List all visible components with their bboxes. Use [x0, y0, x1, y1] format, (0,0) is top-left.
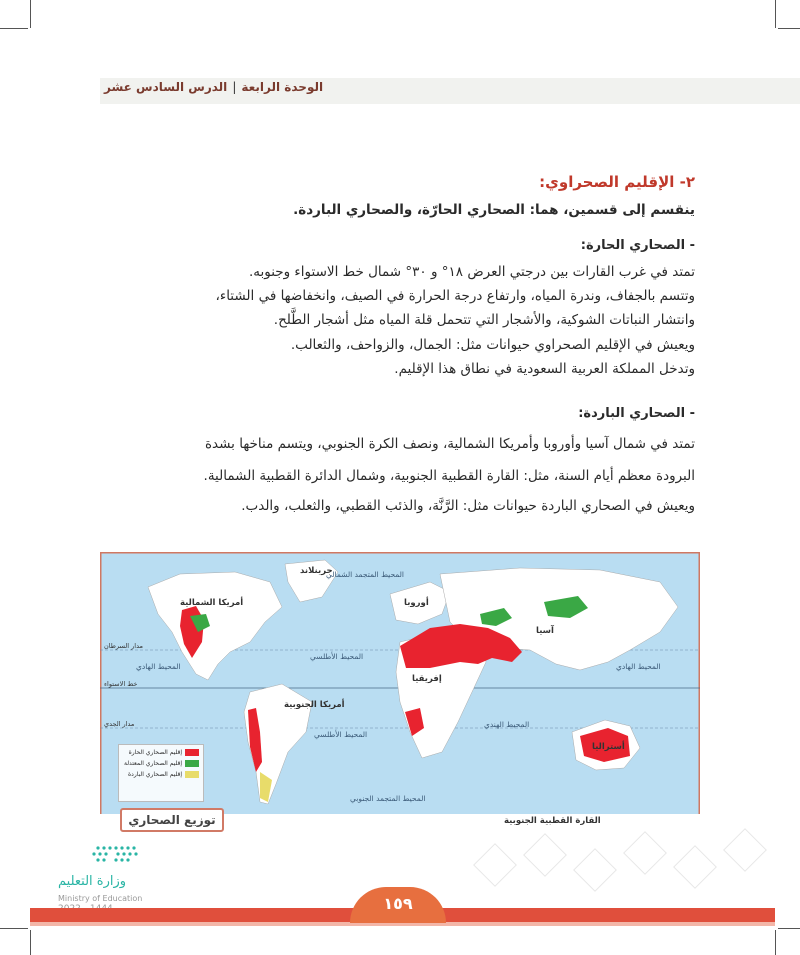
- label-africa: إفريقيا: [412, 674, 442, 684]
- running-header: [104, 80, 323, 94]
- ministry-logo: [58, 842, 168, 912]
- label-europe: أوروبا: [404, 598, 429, 608]
- decorative-pattern: [470, 820, 800, 908]
- header-unit: الوحدة الرابعة: [241, 80, 324, 94]
- crop-mark: [778, 28, 800, 29]
- label-pacific-east: المحيط الهادي: [616, 662, 661, 671]
- label-indian-ocean: المحيط الهندي: [484, 720, 530, 729]
- label-pacific-west: المحيط الهادي: [136, 662, 181, 671]
- hot-line-4: ويعيش في الإقليم الصحراوي حيوانات مثل: الجمال، والزواحف، والثعالب.: [290, 337, 695, 353]
- legend-item-cold: [123, 771, 199, 778]
- label-tropic-cancer: مدار السرطان: [104, 642, 144, 650]
- ministry-name-en: Ministry of Education: [58, 894, 143, 903]
- crop-mark: [775, 0, 776, 28]
- crop-mark: [30, 0, 31, 28]
- crop-mark: [30, 930, 31, 955]
- legend-item-hot: [123, 749, 199, 756]
- label-atlantic-north: المحيط الأطلسي: [310, 652, 364, 661]
- hot-deserts-heading: - الصحاري الحارة:: [580, 238, 695, 253]
- crop-mark: [0, 28, 28, 29]
- hot-line-3: وانتشار النباتات الشوكية، والأشجار التي تتحمل قلة المياه مثل أشجار الطَّلح.: [273, 312, 695, 328]
- legend-swatch-hot: [185, 749, 199, 756]
- label-tropic-capricorn: مدار الجدي: [104, 720, 135, 728]
- hot-line-5: وتدخل المملكة العربية السعودية في نطاق هذا الإقليم.: [394, 361, 695, 377]
- ministry-dots-icon: [58, 842, 168, 870]
- legend-label-mid: إقليم الصحاري المعتدلة: [124, 760, 182, 767]
- map-caption: توزيع الصحاري: [120, 808, 224, 832]
- cold-line-1: تمتد في شمال آسيا وأوروبا وأمريكا الشمالية، ونصف الكرة الجنوبي، ويتسم مناخها بشدة: [204, 436, 695, 452]
- label-equator: خط الاستواء: [104, 680, 138, 688]
- legend-swatch-mid: [185, 760, 199, 767]
- header-separator: |: [232, 80, 237, 94]
- header-lesson: الدرس السادس عشر: [104, 80, 228, 94]
- cold-line-3: ويعيش في الصحاري الباردة حيوانات مثل: الرَّنَّة، والذئب القطبي، والثعلب، والدب.: [241, 498, 695, 514]
- label-south-america: أمريكا الجنوبية: [284, 700, 345, 710]
- label-australia: أستراليا: [592, 742, 625, 752]
- hot-line-1: تمتد في غرب القارات بين درجتي العرض ١٨° و ٣٠° شمال خط الاستواء وجنوبه.: [248, 264, 695, 280]
- label-atlantic-south: المحيط الأطلسي: [314, 730, 368, 739]
- cold-line-2: البرودة معظم أيام السنة، مثل: القارة القطبية الجنوبية، وشمال الدائرة القطبية الشمالية.: [203, 468, 695, 484]
- page-number: ١٥٩: [350, 887, 446, 923]
- desert-distribution-map: [100, 552, 700, 830]
- ministry-name-ar: وزارة التعليم: [58, 874, 127, 889]
- crop-mark: [778, 928, 800, 929]
- crop-mark: [0, 928, 28, 929]
- label-antarctica: القارة القطبية الجنوبية: [504, 816, 601, 826]
- section-title: ٢- الإقليم الصحراوي:: [539, 173, 695, 191]
- label-arctic-ocean: المحيط المتجمد الشمالي: [326, 570, 404, 579]
- crop-mark: [775, 930, 776, 955]
- map-legend: [118, 744, 204, 802]
- legend-item-mid: [123, 760, 199, 767]
- label-asia: آسيا: [536, 626, 554, 636]
- section-intro: ينقسم إلى قسمين، هما: الصحاري الحارّة، والصحاري الباردة.: [293, 202, 695, 218]
- hot-line-2: وتتسم بالجفاف، وندرة المياه، وارتفاع درجة الحرارة في الصيف، وانخفاضها في الشتاء،: [215, 288, 695, 304]
- legend-swatch-cold: [185, 771, 199, 778]
- label-north-america: أمريكا الشمالية: [180, 598, 244, 608]
- cold-deserts-heading: - الصحاري الباردة:: [578, 406, 695, 421]
- legend-label-cold: إقليم الصحاري الباردة: [128, 771, 182, 778]
- legend-label-hot: إقليم الصحاري الحارة: [128, 749, 182, 756]
- label-greenland: جرينلاند: [300, 566, 333, 576]
- label-southern-ocean: المحيط المتجمد الجنوبي: [350, 794, 426, 803]
